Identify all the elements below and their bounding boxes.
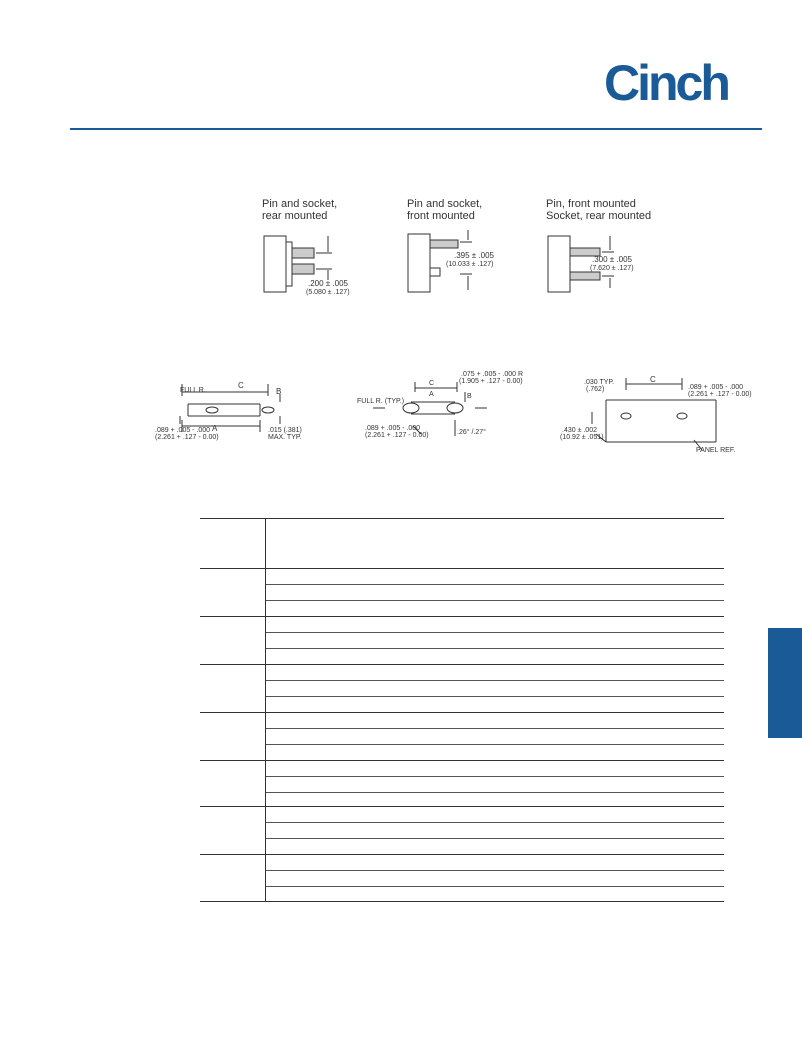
cutout-dim1: .089 + .005 - .000 — [155, 427, 211, 434]
section-tab — [768, 628, 802, 738]
cutout-c: C — [650, 375, 656, 384]
cutout-angle: .26° /.27° — [457, 429, 486, 436]
mounting-drawing-mixed — [544, 228, 654, 296]
cutout-dim3: .015 (.381) — [268, 427, 302, 434]
mounting-dim1: .395 ± .005 — [454, 251, 494, 260]
cutout-typ2: (.762) — [586, 386, 605, 393]
mounting-dim2: (10.033 ± .127) — [446, 261, 494, 268]
mounting-caption-front: Pin and socket, front mounted — [407, 198, 483, 222]
cutout-dim3: .430 ± .002 — [562, 427, 597, 434]
cutout-dim4: (2.261 + .127 - 0.00) — [365, 432, 429, 439]
cutout-dim2: (2.261 + .127 - 0.00) — [688, 391, 752, 398]
cutout-drawing-1 — [150, 376, 302, 444]
mounting-drawing-rear — [260, 228, 370, 296]
mounting-dim1: .200 ± .005 — [308, 279, 348, 288]
cutout-a: A — [212, 424, 218, 433]
mounting-caption-rear: Pin and socket, rear mounted — [262, 198, 338, 222]
cutout-dim2: (1.905 + .127 - 0.00) — [459, 378, 523, 385]
cutout-panel: PANEL REF. — [696, 447, 736, 454]
cutout-c: C — [238, 381, 244, 390]
cinch-logo: Cinch — [604, 55, 728, 111]
mounting-drawing-front — [404, 228, 514, 296]
cutout-dim4: (10.92 ± .051) — [560, 434, 604, 441]
cutout-b: B — [276, 387, 282, 396]
cutout-dim1: .075 + .005 - .000 R — [461, 371, 524, 378]
cutout-b: B — [467, 393, 472, 400]
mounting-dim2: (5.080 ± .127) — [306, 289, 350, 296]
mounting-dim2: (7.620 ± .127) — [590, 265, 634, 272]
header-rule — [70, 128, 762, 130]
mounting-caption-mixed: Pin, front mounted Socket, rear mounted — [546, 198, 652, 222]
cutout-typ1: .030 TYP. — [584, 379, 615, 386]
cutout-full-r: FULL R. (TYP.) — [357, 398, 405, 405]
mounting-dim1: .300 ± .005 — [592, 255, 632, 264]
cutout-a: A — [429, 391, 434, 398]
spec-table — [200, 518, 724, 902]
cutout-dim4: MAX. TYP. — [268, 434, 302, 441]
cutout-c: C — [429, 380, 435, 387]
cutout-drawing-2 — [355, 368, 524, 444]
cutout-dim1: .089 + .005 - .000 — [688, 384, 744, 391]
cutout-full-r: FULL R. — [180, 387, 206, 394]
cutout-dim3: .089 + .005 - .000 — [365, 425, 421, 432]
cutout-drawing-3 — [556, 372, 752, 456]
cutout-dim2: (2.261 + .127 - 0.00) — [155, 434, 219, 441]
